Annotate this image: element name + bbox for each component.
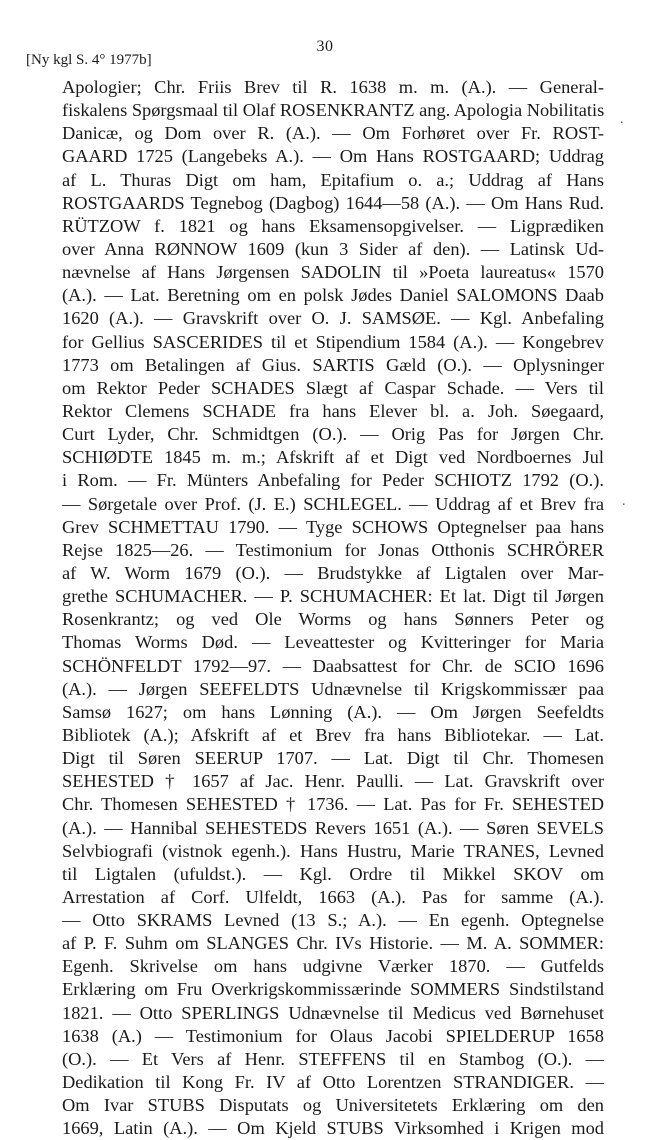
- page-number: 30: [316, 38, 334, 55]
- text-line: (A.). — Jørgen SEEFELDTS Udnævnelse til Krigskommissær paa: [62, 678, 604, 699]
- margin-speck: .: [620, 112, 624, 127]
- body-text: [62, 76, 604, 1140]
- text-line: Danicæ, og Dom over R. (A.). — Om Forhøret over Fr. ROST-: [62, 123, 604, 144]
- text-line: for Gellius SASCERIDES til et Stipendium 1584 (A.). — Kongebrev: [62, 331, 604, 352]
- text-line: nævnelse af Hans Jørgensen SADOLIN til »Poeta laureatus« 1570: [62, 262, 604, 283]
- text-line: GAARD 1725 (Langebeks A.). — Om Hans ROSTGAARD; Uddrag: [62, 146, 604, 167]
- text-line: af W. Worm 1679 (O.). — Brudstykke af Ligtalen over Mar-: [62, 562, 604, 583]
- text-line: Digt til Søren SEERUP 1707. — Lat. Digt til Chr. Thomesen: [62, 748, 604, 769]
- text-line: — Sørgetale over Prof. (J. E.) SCHLEGEL. — Uddrag af et Brev fra: [62, 493, 604, 514]
- text-line: Samsø 1627; om hans Lønning (A.). — Om Jørgen Seefeldts: [62, 701, 604, 722]
- text-line: i Rom. — Fr. Münters Anbefaling for Peder SCHIOTZ 1792 (O.).: [62, 470, 604, 491]
- text-line: Grev SCHMETTAU 1790. — Tyge SCHOWS Optegnelser paa hans: [62, 516, 604, 537]
- text-line: 1821. — Otto SPERLINGS Udnævnelse til Medicus ved Børnehuset: [62, 1002, 604, 1023]
- text-line: Arrestation af Corf. Ulfeldt, 1663 (A.). Pas for samme (A.).: [62, 886, 604, 907]
- text-line: ROSTGAARDS Tegnebog (Dagbog) 1644—58 (A.). — Om Hans Rud.: [62, 192, 604, 213]
- text-line: Egenh. Skrivelse om hans udgivne Værker 1870. — Gutfelds: [62, 956, 604, 977]
- text-line: Curt Lyder, Chr. Schmidtgen (O.). — Orig Pas for Jørgen Chr.: [62, 424, 604, 445]
- text-line: Bibliotek (A.); Afskrift af et Brev fra hans Bibliotekar. — Lat.: [62, 724, 604, 745]
- text-line: (O.). — Et Vers af Henr. STEFFENS til en Stambog (O.). —: [62, 1048, 604, 1069]
- text-line: til Ligtalen (ufuldst.). — Kgl. Ordre til Mikkel SKOV om: [62, 863, 604, 884]
- text-line: Erklæring om Fru Overkrigskommissærinde SOMMERS Sindstilstand: [62, 979, 604, 1000]
- text-line: af P. F. Suhm om SLANGES Chr. IVs Historie. — M. A. SOMMER:: [62, 933, 604, 954]
- shelfmark: [Ny kgl S. 4° 1977b]: [26, 52, 152, 68]
- text-line: SCHIØDTE 1845 m. m.; Afskrift af et Digt ved Nordboernes Jul: [62, 447, 604, 468]
- text-line: (A.). — Lat. Beretning om en polsk Jødes Daniel SALOMONS Daab: [62, 285, 604, 306]
- text-line: RÜTZOW f. 1821 og hans Eksamensopgivelser. — Ligprædiken: [62, 215, 604, 236]
- text-line: Rektor Clemens SCHADE fra hans Elever bl. a. Joh. Søegaard,: [62, 400, 604, 421]
- text-line: Dedikation til Kong Fr. IV af Otto Lorentzen STRANDIGER. —: [62, 1072, 604, 1093]
- margin-speck: .: [622, 494, 626, 509]
- text-line: 1638 (A.) — Testimonium for Olaus Jacobi SPIELDERUP 1658: [62, 1025, 604, 1046]
- text-line: Apologier; Chr. Friis Brev til R. 1638 m. m. (A.). — General-: [62, 77, 604, 97]
- text-line: Om Ivar STUBS Disputats og Universitetets Erklæring om den: [62, 1095, 604, 1116]
- text-line: (A.). — Hannibal SEHESTEDS Revers 1651 (A.). — Søren SEVELS: [62, 817, 604, 838]
- text-line: grethe SCHUMACHER. — P. SCHUMACHER: Et lat. Digt til Jørgen: [62, 586, 604, 607]
- text-line: af L. Thuras Digt om ham, Epitafium o. a.; Uddrag af Hans: [62, 169, 604, 190]
- text-line: Rejse 1825—26. — Testimonium for Jonas Otthonis SCHRÖRER: [62, 539, 604, 560]
- text-line: 1669, Latin (A.). — Om Kjeld STUBS Virksomhed i Krigen mod: [62, 1118, 604, 1139]
- text-line: Selvbiografi (vistnok egenh.). Hans Hustru, Marie TRANES, Levned: [62, 840, 604, 861]
- text-line: fiskalens Spørgsmaal til Olaf ROSENKRANTZ ang. Apologia Nobilitatis: [62, 100, 605, 121]
- text-line: om Rektor Peder SCHADES Slægt af Caspar Schade. — Vers til: [62, 377, 604, 398]
- text-line: 1773 om Betalingen af Gius. SARTIS Gæld (O.). — Oplysninger: [62, 354, 604, 375]
- text-line: Chr. Thomesen SEHESTED † 1736. — Lat. Pas for Fr. SEHESTED: [62, 794, 604, 815]
- text-line: 1620 (A.). — Gravskrift over O. J. SAMSØE. — Kgl. Anbefaling: [62, 308, 604, 329]
- text-line: Rosenkrantz; og ved Ole Worms og hans Sønners Peter og: [62, 609, 604, 630]
- text-line: over Anna RØNNOW 1609 (kun 3 Sider af den). — Latinsk Ud-: [62, 238, 604, 259]
- text-line: SEHESTED † 1657 af Jac. Henr. Paulli. — Lat. Gravskrift over: [62, 771, 604, 792]
- text-line: SCHÖNFELDT 1792—97. — Daabsattest for Chr. de SCIO 1696: [62, 655, 604, 676]
- text-line: Thomas Worms Død. — Leveattester og Kvitteringer for Maria: [62, 632, 604, 653]
- text-line: — Otto SKRAMS Levned (13 S.; A.). — En egenh. Optegnelse: [62, 910, 604, 931]
